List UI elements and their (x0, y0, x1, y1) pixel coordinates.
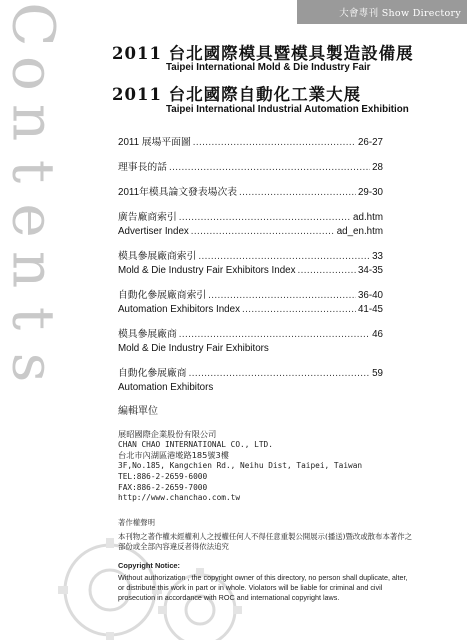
side-letter: n (0, 103, 68, 142)
toc-entry-title: Mold & Die Industry Fair Exhibitors (118, 343, 269, 354)
editor-heading: 編輯單位 (118, 406, 158, 417)
side-letter: s (0, 352, 68, 383)
toc-group-automation-index (118, 289, 383, 317)
toc-entry[interactable] (118, 186, 383, 200)
toc-group-floor-plan (118, 136, 383, 150)
copyright-text-en: Without authorization , the copyright owner of this directory, no person shall duplicate, alter, or distribute this work in part or in whole. Violators will be liable for criminal and civil prosecution in accordance with ROC and international copyright laws. (118, 573, 408, 602)
toc-entry[interactable] (118, 367, 383, 381)
toc-entry-page: 34-35 (357, 265, 383, 276)
toc-entry[interactable] (118, 161, 383, 175)
editor-fax: FAX:886-2-2659-7000 (118, 482, 208, 492)
toc-entry-title: Automation Exhibitors Index (118, 304, 240, 315)
toc-entry-title: 廣告廠商索引 (118, 212, 177, 223)
toc-entry-title: Automation Exhibitors (118, 382, 214, 393)
toc-leader-dots (242, 303, 356, 317)
side-letter: n (0, 250, 68, 289)
toc-entry-title: Mold & Die Industry Fair Exhibitors Index (118, 265, 296, 276)
toc-entry-page: 28 (372, 162, 383, 173)
copyright-heading-en: Copyright Notice: (118, 561, 180, 570)
toc-entry[interactable] (118, 381, 383, 395)
toc-leader-dots (169, 161, 370, 175)
toc-entry-page: ad.htm (353, 212, 383, 223)
toc-entry-title: 理事長的話 (118, 162, 167, 173)
toc-entry-title: 模具參展廠商 (118, 329, 177, 340)
toc-entry[interactable] (118, 225, 383, 239)
contents-side-title (0, 0, 72, 430)
toc-group-chairman (118, 161, 383, 175)
toc-entry-page: 36-40 (357, 290, 383, 301)
toc-leader-dots (193, 136, 356, 150)
copyright-notice (118, 517, 413, 602)
toc-entry-title: 2011 展場平面圖 (118, 137, 191, 148)
toc-group-papers (118, 186, 383, 200)
side-letter: C (0, 2, 68, 47)
side-letter: o (0, 56, 68, 91)
toc-entry-page: 29-30 (357, 187, 383, 198)
toc-group-advertisers (118, 211, 383, 239)
editor-address-en: 3F,No.185, Kangchien Rd., Neihu Dist, Taipei, Taiwan (118, 461, 363, 471)
toc-leader-dots (298, 264, 356, 278)
toc-entry[interactable] (118, 303, 383, 317)
toc-entry-page: 59 (372, 368, 383, 379)
editor-tel: TEL:886-2-2659-6000 (118, 471, 208, 481)
toc-entry-page: 33 (372, 251, 383, 262)
toc-group-mold-exhibitors (118, 328, 383, 356)
toc-entry-page: 46 (372, 329, 383, 340)
copyright-heading-zh: 著作權聲明 (118, 518, 155, 527)
side-letter: e (0, 203, 68, 238)
toc-leader-dots (179, 211, 351, 225)
toc-entry[interactable] (118, 264, 383, 278)
mold-fair-title: 2011 台北國際模具暨模具製造設備展 (112, 44, 414, 63)
show-directory-label: 大會專刊 Show Directory (339, 8, 461, 19)
toc-leader-dots (198, 250, 370, 264)
toc-entry[interactable] (118, 136, 383, 150)
toc-entry-title: Advertiser Index (118, 226, 189, 237)
toc-group-automation-exhibitors (118, 367, 383, 395)
toc-entry-page: 41-45 (357, 304, 383, 315)
automation-fair-subtitle: Taipei International Industrial Automation Exhibition (166, 104, 409, 115)
toc-entry-title: 自動化參展廠商 (118, 368, 187, 379)
side-letter: t (0, 306, 68, 331)
toc-leader-dots (239, 186, 356, 200)
toc-leader-dots (208, 289, 356, 303)
toc-leader-dots (191, 225, 335, 239)
mold-fair-subtitle: Taipei International Mold & Die Industry Fair (166, 62, 371, 73)
toc-entry[interactable] (118, 211, 383, 225)
show-directory-header (297, 0, 467, 24)
toc-leader-dots (179, 328, 370, 342)
editor-company-en: CHAN CHAO INTERNATIONAL CO., LTD. (118, 439, 273, 449)
toc-group-mold-index (118, 250, 383, 278)
toc-entry-title: 自動化參展廠商索引 (118, 290, 207, 301)
toc-entry-page: 26-27 (357, 137, 383, 148)
table-of-contents (118, 136, 383, 406)
copyright-text-zh: 本刊物之著作權未經權利人之授權任何人不得任意重製公開展示(播送)暨改或散布本著作之部份或全部內容違反者得依法追究 (118, 532, 413, 551)
toc-entry-title: 2011年模具論文發表場次表 (118, 187, 238, 198)
editor-company-zh: 展昭國際企業股份有限公司 (118, 429, 217, 439)
side-letter: t (0, 159, 68, 184)
toc-leader-dots (189, 367, 371, 381)
toc-entry-page: ad_en.htm (336, 226, 383, 237)
toc-entry[interactable] (118, 289, 383, 303)
toc-entry-title: 模具參展廠商索引 (118, 251, 197, 262)
automation-fair-title: 2011 台北國際自動化工業大展 (112, 85, 362, 104)
editor-info (118, 402, 398, 504)
toc-entry[interactable] (118, 328, 383, 342)
toc-entry[interactable] (118, 250, 383, 264)
editor-website-link[interactable]: http://www.chanchao.com.tw (118, 493, 241, 503)
editor-address-zh: 台北市內湖區港墘路185號3樓 (118, 450, 229, 461)
toc-entry[interactable] (118, 342, 383, 356)
